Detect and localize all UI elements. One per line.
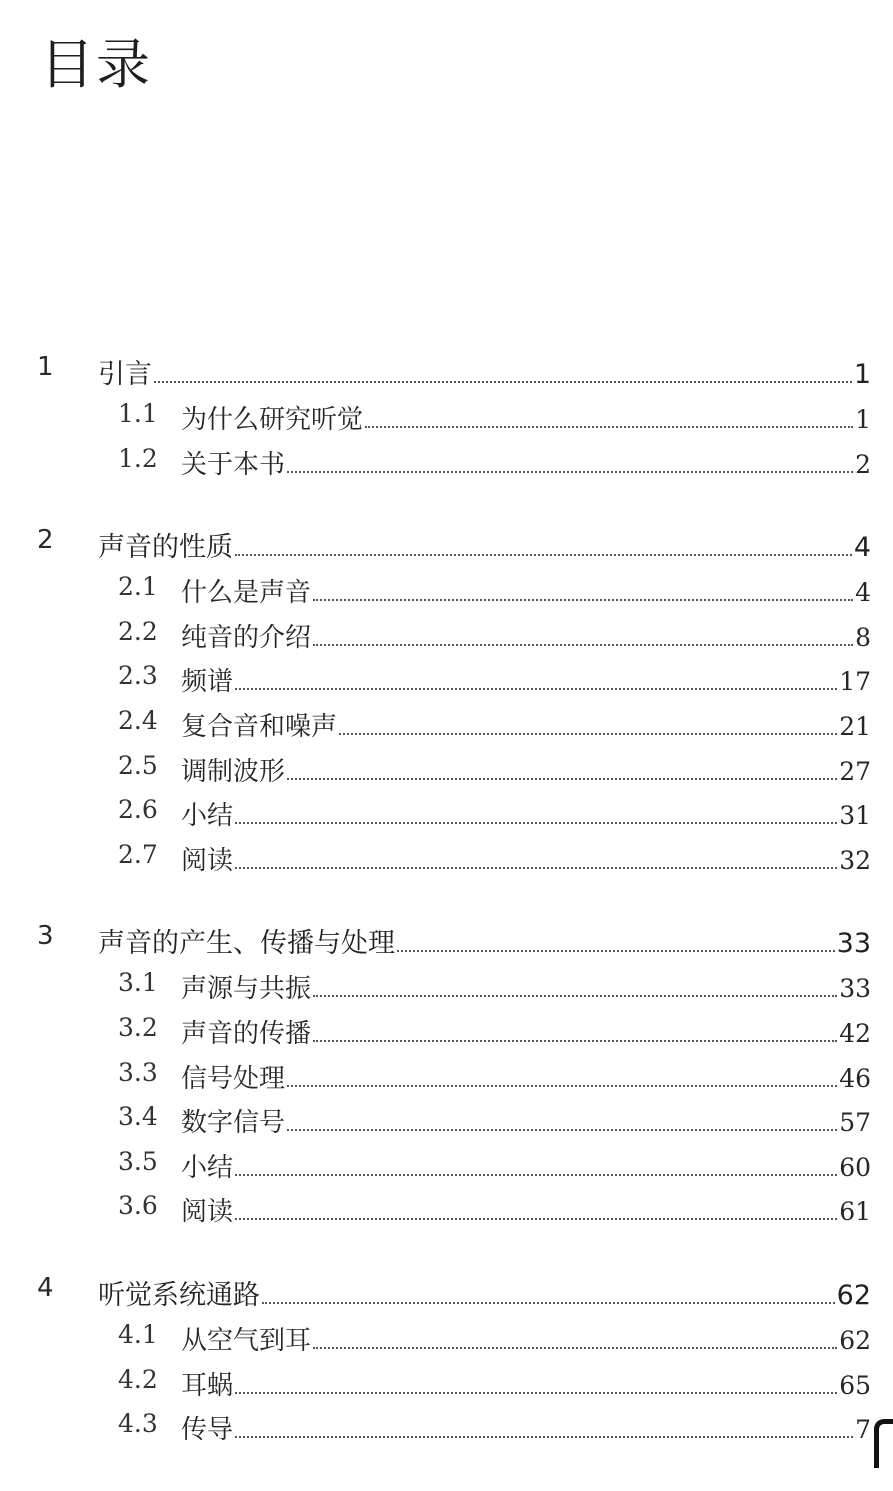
chapter-title: 引言: [98, 359, 152, 390]
section-number: 1.1: [118, 399, 158, 428]
dot-leader: [235, 1435, 853, 1438]
toc-chapter: [0, 921, 893, 1236]
section-page-number: 46: [839, 1063, 871, 1093]
chapter-page-number: 33: [836, 928, 871, 960]
section-number: 3.1: [118, 968, 158, 998]
dot-leader: [235, 866, 837, 869]
toc-section-row[interactable]: [0, 1058, 893, 1103]
chapter-entry: [98, 1273, 871, 1312]
toc-chapter: [0, 1273, 893, 1454]
section-page-number: 33: [839, 974, 871, 1004]
section-entry: [181, 840, 871, 877]
toc-section-row[interactable]: [0, 1365, 893, 1410]
dot-leader: [313, 1346, 837, 1349]
dot-leader: [235, 553, 852, 556]
section-entry: [181, 1013, 871, 1050]
chapter-title: 声音的性质: [98, 532, 233, 564]
chapter-page-number: 1: [853, 359, 871, 390]
chapter-entry: [98, 525, 871, 564]
toc-chapter-row[interactable]: [0, 525, 893, 572]
dot-leader: [287, 777, 837, 780]
section-title: 小结: [181, 1152, 234, 1183]
toc-section-row[interactable]: [0, 1013, 893, 1058]
toc-section-row[interactable]: [0, 399, 893, 444]
section-title: 频谱: [181, 667, 234, 698]
toc-section-row[interactable]: [0, 661, 893, 706]
chapter-number: 3: [37, 921, 54, 952]
section-number: 4.3: [118, 1409, 158, 1439]
section-page-number: 21: [839, 711, 871, 741]
toc-section-row[interactable]: [0, 617, 893, 662]
section-number: 2.6: [118, 795, 158, 825]
chapter-title: 听觉系统通路: [98, 1279, 260, 1311]
toc-section-row[interactable]: [0, 751, 893, 796]
section-title: 传导: [181, 1415, 234, 1446]
toc-chapter-row[interactable]: [0, 921, 893, 968]
section-page-number: 32: [839, 845, 871, 875]
dot-leader: [235, 687, 837, 690]
section-page-number: 27: [839, 756, 871, 786]
dot-leader: [287, 1084, 837, 1087]
chapter-number: 4: [37, 1272, 54, 1303]
dot-leader: [235, 1391, 837, 1394]
section-number: 3.6: [118, 1191, 158, 1221]
section-title: 从空气到耳: [181, 1325, 312, 1356]
section-entry: [181, 1365, 871, 1402]
section-entry: [181, 1058, 871, 1095]
section-number: 2.5: [118, 750, 158, 780]
toc-section-row[interactable]: [0, 1409, 893, 1454]
section-entry: [181, 444, 871, 481]
section-title: 声源与共振: [181, 974, 312, 1005]
corner-bracket-mark: [874, 1419, 893, 1468]
dot-leader: [313, 598, 853, 601]
chapter-number: 2: [37, 525, 54, 556]
section-title: 复合音和噪声: [181, 711, 338, 742]
section-entry: [181, 1409, 871, 1446]
chapter-page-number: 62: [836, 1279, 871, 1311]
toc-section-row[interactable]: [0, 1147, 893, 1192]
dot-leader: [313, 643, 853, 646]
dot-leader: [287, 470, 853, 473]
dot-leader: [339, 732, 837, 735]
section-entry: [181, 1191, 871, 1228]
section-entry: [181, 751, 871, 788]
section-entry: [181, 661, 871, 698]
section-page-number: 60: [839, 1152, 871, 1182]
dot-leader: [313, 1039, 837, 1042]
section-number: 1.2: [118, 443, 158, 473]
section-number: 3.2: [118, 1012, 158, 1042]
section-entry: [181, 706, 871, 743]
toc-section-row[interactable]: [0, 1102, 893, 1147]
section-entry: [181, 572, 871, 609]
section-page-number: 17: [839, 667, 871, 697]
section-number: 2.2: [118, 616, 158, 646]
section-page-number: 4: [855, 578, 871, 608]
toc-section-row[interactable]: [0, 572, 893, 617]
toc-section-row[interactable]: [0, 444, 893, 489]
section-number: 2.7: [118, 839, 158, 869]
section-page-number: 2: [855, 449, 871, 479]
section-number: 2.1: [118, 572, 158, 602]
section-title: 小结: [181, 801, 234, 832]
toc-section-row[interactable]: [0, 706, 893, 751]
section-number: 4.1: [118, 1319, 158, 1349]
section-entry: [181, 1102, 871, 1139]
chapter-entry: [98, 352, 871, 391]
toc-chapter-row[interactable]: [0, 1273, 893, 1320]
section-number: 3.4: [118, 1102, 158, 1132]
dot-leader: [235, 821, 837, 824]
section-page-number: 61: [839, 1197, 871, 1227]
toc-chapter: [0, 352, 893, 488]
section-title: 关于本书: [181, 449, 286, 480]
toc-section-row[interactable]: [0, 1191, 893, 1236]
section-entry: [181, 399, 871, 436]
section-title: 耳蜗: [181, 1370, 234, 1401]
section-entry: [181, 1147, 871, 1184]
section-title: 信号处理: [181, 1063, 286, 1094]
section-page-number: 42: [839, 1018, 871, 1048]
section-entry: [181, 1320, 871, 1357]
section-number: 3.3: [118, 1057, 158, 1087]
section-page-number: 8: [855, 622, 871, 652]
table-of-contents: [0, 352, 893, 1491]
chapter-title: 声音的产生、传播与处理: [98, 928, 395, 960]
section-title: 纯音的介绍: [181, 622, 312, 653]
toc-chapter-row[interactable]: [0, 352, 893, 399]
section-title: 调制波形: [181, 756, 286, 787]
dot-leader: [262, 1301, 835, 1304]
dot-leader: [154, 380, 852, 383]
dot-leader: [235, 1173, 837, 1176]
dot-leader: [397, 949, 835, 952]
section-entry: [181, 968, 871, 1005]
page-title: 目录: [40, 33, 152, 96]
section-title: 声音的传播: [181, 1018, 312, 1049]
chapter-entry: [98, 921, 871, 960]
toc-chapter: [0, 525, 893, 884]
dot-leader: [365, 425, 853, 428]
section-title: 阅读: [181, 845, 234, 876]
section-entry: [181, 617, 871, 654]
section-title: 数字信号: [181, 1108, 286, 1139]
section-number: 2.3: [118, 661, 158, 691]
section-page-number: 57: [839, 1108, 871, 1138]
chapter-page-number: 4: [853, 532, 871, 564]
section-title: 什么是声音: [181, 578, 312, 609]
toc-section-row[interactable]: [0, 840, 893, 885]
toc-section-row[interactable]: [0, 1320, 893, 1365]
section-entry: [181, 795, 871, 832]
dot-leader: [287, 1128, 837, 1131]
section-page-number: 1: [855, 405, 871, 434]
section-page-number: 65: [839, 1370, 871, 1400]
dot-leader: [313, 994, 837, 997]
toc-section-row[interactable]: [0, 968, 893, 1013]
section-number: 4.2: [118, 1364, 158, 1394]
chapter-number: 1: [37, 352, 54, 382]
section-page-number: 62: [839, 1325, 871, 1355]
section-title: 为什么研究听觉: [181, 405, 364, 435]
section-number: 2.4: [118, 705, 158, 735]
section-number: 3.5: [118, 1146, 158, 1176]
toc-section-row[interactable]: [0, 795, 893, 840]
section-page-number: 7: [855, 1415, 871, 1445]
section-page-number: 31: [839, 801, 871, 831]
section-title: 阅读: [181, 1197, 234, 1228]
dot-leader: [235, 1217, 837, 1220]
